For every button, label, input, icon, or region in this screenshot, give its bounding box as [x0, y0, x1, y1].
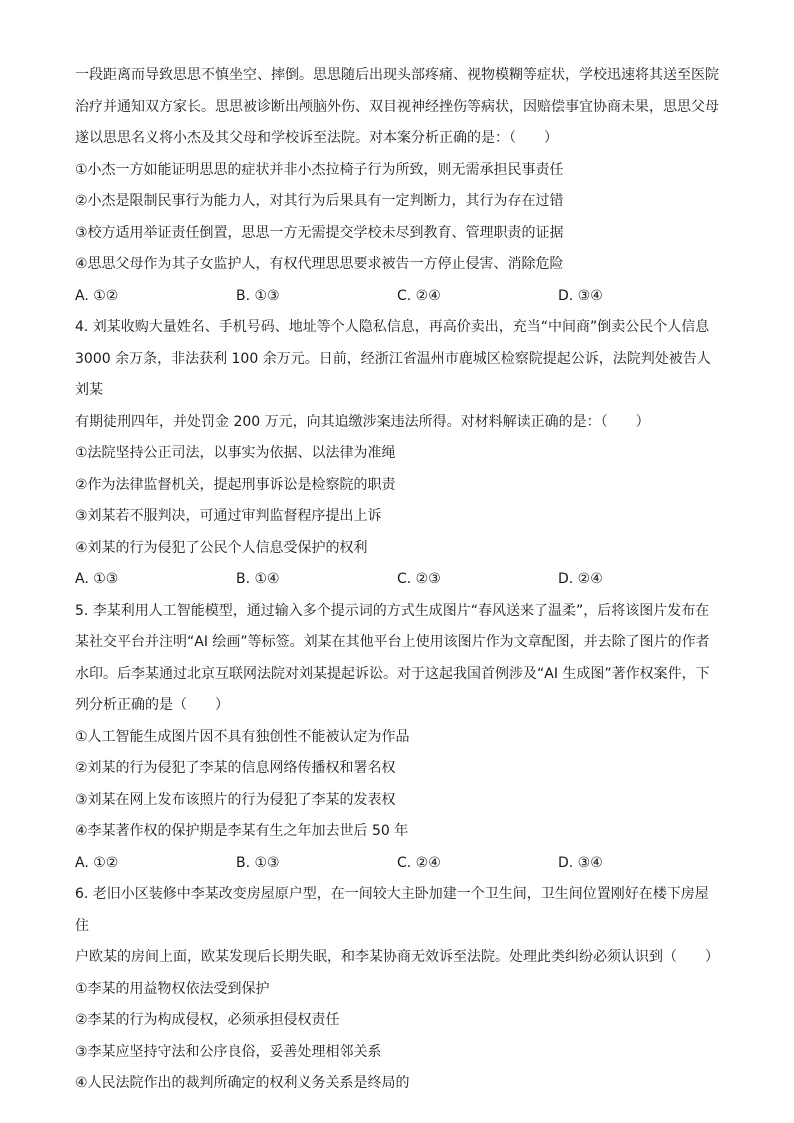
q5-option-a: A. ①②	[75, 854, 119, 871]
q6-stem-line-1: 6. 老旧小区装修中李某改变房屋原户型，在一间较大主卧加建一个卫生间，卫生间位置刚好在楼下房屋住	[75, 886, 709, 934]
q6-statement-1: ①李某的用益物权依法受到保护	[75, 980, 270, 997]
q3-option-c: C. ②④	[397, 287, 441, 304]
q4-option-c: C. ②③	[397, 571, 441, 587]
q3-option-b: B. ①③	[236, 287, 280, 304]
q5-statement-4: ④李某著作权的保护期是李某有生之年加去世后 50 年	[75, 823, 409, 839]
page-content	[75, 60, 719, 1100]
q3-options	[75, 281, 719, 313]
q3-statement-1: ①小杰一方如能证明思思的症状并非小杰拉椅子行为所致，则无需承担民事责任	[75, 161, 564, 178]
q3-statement-4: ④思思父母作为其子女监护人，有权代理思思要求被告一方停止侵害、消除危险	[75, 256, 564, 272]
q4-option-d: D. ②④	[558, 571, 603, 587]
q5-statement-1: ①人工智能生成图片因不具有独创性不能被认定为作品	[75, 728, 410, 745]
q4-stem-line-2: 3000 余万条，非法获利 100 余万元。日前，经浙江省温州市鹿城区检察院提起公诉，法院判处被告人刘某	[75, 350, 711, 398]
question-5	[75, 596, 719, 880]
q4-stem-line-1: 4. 刘某收购大量姓名、手机号码、地址等个人隐私信息，再高价卖出，充当“中间商”倒卖公民个人信息	[75, 319, 710, 335]
q5-stem-line-2: 某社交平台并注明“AI 绘画”等标签。刘某在其他平台上使用该图片作为文章配图，并去除了图片的作者	[75, 634, 710, 650]
q4-option-a: A. ①③	[75, 571, 119, 587]
q4-statement-3: ③刘某若不服判决，可通过审判监督程序提出上诉	[75, 508, 382, 524]
q4-option-b: B. ①④	[236, 571, 280, 587]
q3-statement-2: ②小杰是限制民事行为能力人，对其行为后果具有一定判断力，其行为存在过错	[75, 193, 564, 209]
q3-stem-line-1: 一段距离而导致思思不慎坐空、摔倒。思思随后出现头部疼痛、视物模糊等症状，学校迅速将其送至医院	[75, 67, 719, 83]
q5-stem-line-4: 列分析正确的是（ ）	[75, 697, 229, 713]
q5-stem-line-1: 5. 李某利用人工智能模型，通过输入多个提示词的方式生成图片“春风送来了温柔”，后将该图片发布在	[75, 602, 710, 619]
q5-option-d: D. ③④	[558, 854, 603, 871]
q3-option-a: A. ①②	[75, 287, 119, 304]
q4-statement-2: ②作为法律监督机关，提起刑事诉讼是检察院的职责	[75, 476, 396, 493]
q5-stem-line-3: 水印。后李某通过北京互联网法院对刘某提起诉讼。对于这起我国首例涉及“AI 生成图”著作权案件，下	[75, 665, 710, 682]
q4-statement-1: ①法院坚持公正司法，以事实为依据、以法律为准绳	[75, 445, 396, 461]
q6-statement-2: ②李某的行为构成侵权，必须承担侵权责任	[75, 1012, 340, 1028]
q3-statement-3: ③校方适用举证责任倒置，思思一方无需提交学校未尽到教育、管理职责的证据	[75, 224, 564, 241]
q3-stem-line-2: 治疗并通知双方家长。思思被诊断出颅脑外伤、双目视神经挫伤等病状，因赔偿事宜协商未果，思思父母	[75, 98, 719, 115]
q4-options	[75, 564, 719, 596]
q5-options	[75, 848, 719, 880]
q5-statement-3: ③刘某在网上发布该照片的行为侵犯了李某的发表权	[75, 791, 396, 808]
q3-option-d: D. ③④	[558, 287, 603, 304]
q5-statement-2: ②刘某的行为侵犯了李某的信息网络传播权和署名权	[75, 760, 396, 776]
q5-option-b: B. ①③	[236, 854, 280, 871]
q6-statement-4: ④人民法院作出的裁判所确定的权利义务关系是终局的	[75, 1075, 410, 1091]
question-6	[75, 879, 719, 1100]
q5-option-c: C. ②④	[397, 854, 441, 871]
q4-statement-4: ④刘某的行为侵犯了公民个人信息受保护的权利	[75, 539, 368, 556]
q3-stem-line-3: 遂以思思名义将小杰及其父母和学校诉至法院。对本案分析正确的是：（ ）	[75, 130, 558, 146]
question-3	[75, 60, 719, 312]
q6-statement-3: ③李某应坚持守法和公序良俗，妥善处理相邻关系	[75, 1043, 382, 1060]
q6-stem-line-2: 户欧某的房间上面，欧某发现后长期失眠，和李某协商无效诉至法院。处理此类纠纷必须认识到（ ）	[75, 949, 719, 965]
question-4	[75, 312, 719, 596]
q4-stem-line-3: 有期徒刑四年，并处罚金 200 万元，向其追缴涉案违法所得。对材料解读正确的是：（ ）	[75, 413, 650, 430]
